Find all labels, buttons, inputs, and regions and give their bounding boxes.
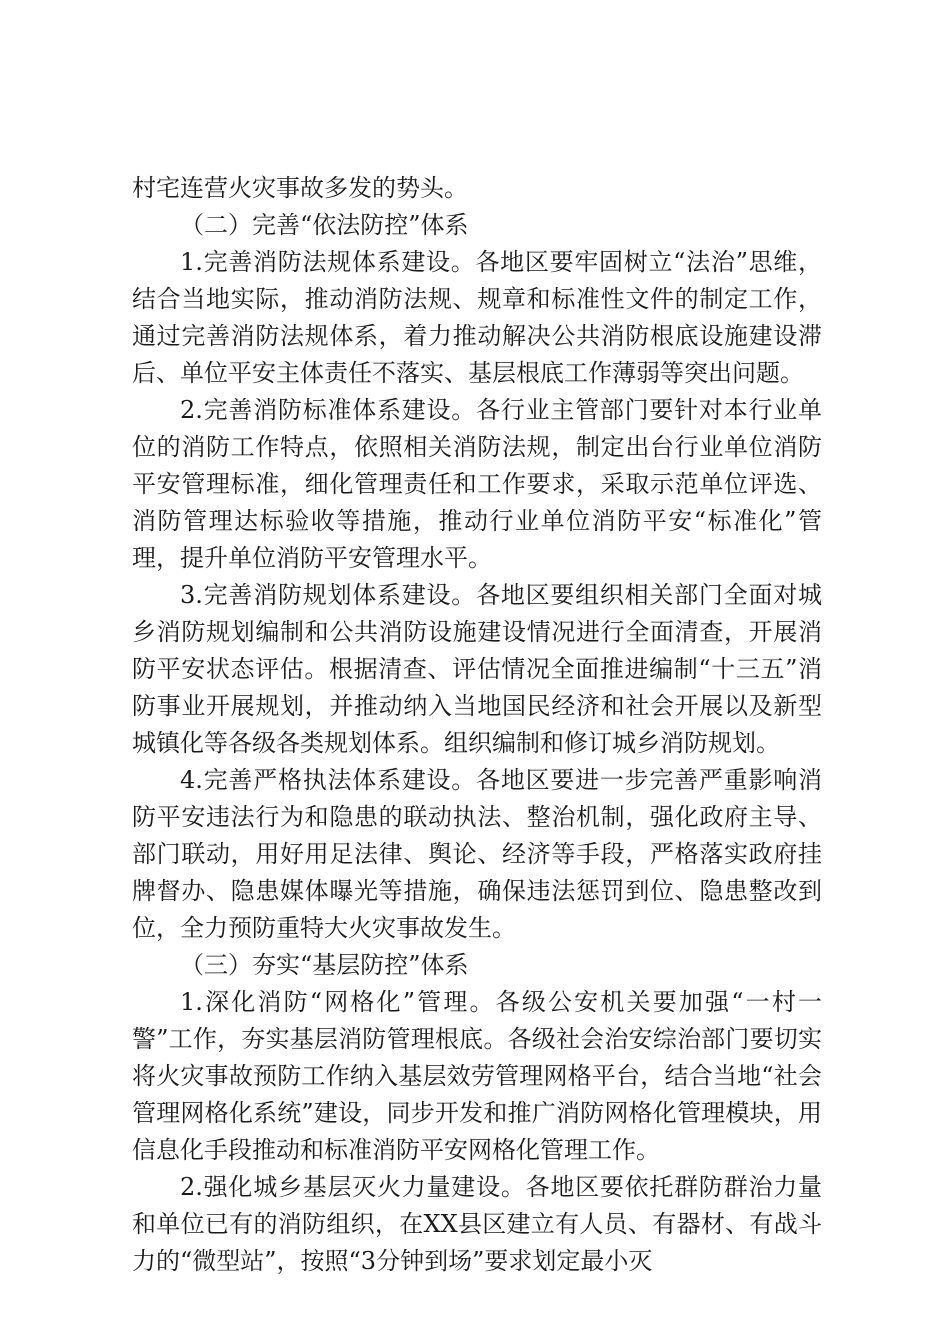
paragraph-planning: 3.完善消防规划体系建设。各地区要组织相关部门全面对城乡消防规划编制和公共消防设施建设情况进行全面清查，开展消防平安状态评估。根据清查、评估情况全面推进编制“十三五”消防事业开展规划，并推动纳入当地国民经济和社会开展以及新型城镇化等各级各类规划体系。组织编制和修订城乡消防规划。	[132, 581, 822, 757]
paragraph-standards: 2.完善消防标准体系建设。各行业主管部门要针对本行业单位的消防工作特点，依照相关消防法规，制定出台行业单位消防平安管理标准，细化管理责任和工作要求，采取示范单位评选、消防管理达标验收等措施，推动行业单位消防平安“标准化”管理，提升单位消防平安管理水平。	[132, 396, 822, 572]
paragraph-regulations: 1.完善消防法规体系建设。各地区要牢固树立“法治”思维，结合当地实际，推动消防法规、规章和标准性文件的制定工作，通过完善消防法规体系，着力推动解决公共消防根底设施建设滞后、单位平安主体责任不落实、基层根底工作薄弱等突出问题。	[132, 248, 822, 387]
paragraph-continuation: 村宅连营火灾事故多发的势头。	[132, 174, 468, 202]
paragraph-grid-management: 1.深化消防“网格化”管理。各级公安机关要加强“一村一警”工作，夯实基层消防管理根底。各级社会治安综治部门要切实将火灾事故预防工作纳入基层效劳管理网格平台，结合当地“社会管理网格化系统”建设，同步开发和推广消防网格化管理模块，用信息化手段推动和标准消防平安网格化管理工作。	[132, 988, 822, 1164]
section-heading-2: （二）完善“依法防控”体系	[180, 211, 469, 239]
document-body	[132, 170, 822, 1280]
paragraph-firefighting-force: 2.强化城乡基层灭火力量建设。各地区要依托群防群治力量和单位已有的消防组织，在XX县区建立有人员、有器材、有战斗力的“微型站”，按照“3分钟到场”要求划定最小灭	[132, 1173, 822, 1275]
section-heading-3: （三）夯实“基层防控”体系	[180, 951, 469, 979]
paragraph-enforcement: 4.完善严格执法体系建设。各地区要进一步完善严重影响消防平安违法行为和隐患的联动执法、整治机制，强化政府主导、部门联动，用好用足法律、舆论、经济等手段，严格落实政府挂牌督办、隐患媒体曝光等措施，确保违法惩罚到位、隐患整改到位，全力预防重特大火灾事故发生。	[132, 766, 822, 942]
